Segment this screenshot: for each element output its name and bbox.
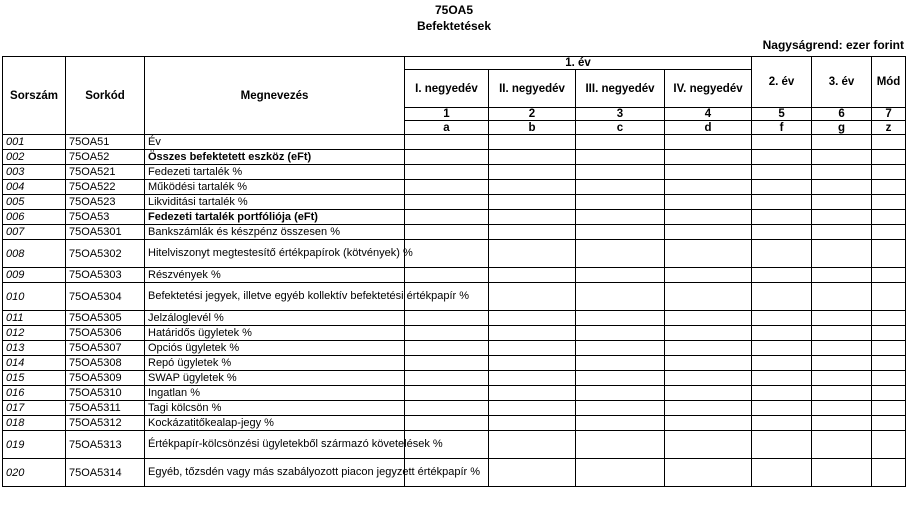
row-code: 75OA5313 xyxy=(66,431,145,459)
value-cell[interactable] xyxy=(812,459,872,487)
value-cell[interactable] xyxy=(489,240,576,268)
value-cell[interactable] xyxy=(489,210,576,225)
value-cell[interactable] xyxy=(489,416,576,431)
value-cell[interactable] xyxy=(812,341,872,356)
investments-table xyxy=(2,56,906,487)
value-cell[interactable] xyxy=(872,356,906,371)
table-row xyxy=(3,150,906,165)
value-cell[interactable] xyxy=(405,401,489,416)
value-cell[interactable] xyxy=(576,165,665,180)
value-cell[interactable] xyxy=(665,401,752,416)
col-header-sorszam: Sorszám xyxy=(3,57,66,135)
row-number: 016 xyxy=(3,386,66,401)
row-name: Részvények % xyxy=(145,268,405,283)
value-cell[interactable] xyxy=(576,326,665,341)
value-cell[interactable] xyxy=(812,268,872,283)
value-cell[interactable] xyxy=(405,356,489,371)
value-cell[interactable] xyxy=(576,240,665,268)
value-cell[interactable] xyxy=(872,165,906,180)
row-name: Jelzáloglevél % xyxy=(145,311,405,326)
row-code: 75OA521 xyxy=(66,165,145,180)
row-name: Fedezeti tartalék % xyxy=(145,165,405,180)
value-cell[interactable] xyxy=(489,401,576,416)
value-cell[interactable] xyxy=(872,150,906,165)
value-cell[interactable] xyxy=(576,268,665,283)
value-cell[interactable] xyxy=(405,150,489,165)
value-cell[interactable] xyxy=(872,341,906,356)
value-cell[interactable] xyxy=(576,416,665,431)
value-cell[interactable] xyxy=(576,386,665,401)
value-cell[interactable] xyxy=(812,283,872,311)
row-number: 018 xyxy=(3,416,66,431)
value-cell[interactable] xyxy=(872,240,906,268)
value-cell[interactable] xyxy=(752,135,812,150)
row-code: 75OA52 xyxy=(66,150,145,165)
value-cell[interactable] xyxy=(665,150,752,165)
value-cell[interactable] xyxy=(665,386,752,401)
row-name: SWAP ügyletek % xyxy=(145,371,405,386)
value-cell[interactable] xyxy=(489,268,576,283)
value-cell[interactable] xyxy=(489,165,576,180)
row-name: Fedezeti tartalék portfóliója (eFt) xyxy=(145,210,405,225)
value-cell[interactable] xyxy=(665,283,752,311)
table-row xyxy=(3,341,906,356)
value-cell[interactable] xyxy=(576,150,665,165)
value-cell[interactable] xyxy=(665,459,752,487)
value-cell[interactable] xyxy=(665,210,752,225)
col-letter: g xyxy=(812,121,872,135)
col-header-q1: I. negyedév xyxy=(405,70,489,108)
col-header-sorkod: Sorkód xyxy=(66,57,145,135)
value-cell[interactable] xyxy=(872,195,906,210)
value-cell[interactable] xyxy=(665,240,752,268)
value-cell[interactable] xyxy=(812,225,872,240)
col-number: 2 xyxy=(489,108,576,121)
value-cell[interactable] xyxy=(752,401,812,416)
col-letter: d xyxy=(665,121,752,135)
value-cell[interactable] xyxy=(752,268,812,283)
value-cell[interactable] xyxy=(665,180,752,195)
table-row xyxy=(3,283,906,311)
value-cell[interactable] xyxy=(872,268,906,283)
table-row xyxy=(3,165,906,180)
value-cell[interactable] xyxy=(752,459,812,487)
row-number: 015 xyxy=(3,371,66,386)
value-cell[interactable] xyxy=(812,150,872,165)
value-cell[interactable] xyxy=(576,225,665,240)
value-cell[interactable] xyxy=(665,326,752,341)
row-number: 006 xyxy=(3,210,66,225)
row-number: 009 xyxy=(3,268,66,283)
col-number: 7 xyxy=(872,108,906,121)
value-cell[interactable] xyxy=(405,341,489,356)
row-code: 75OA5303 xyxy=(66,268,145,283)
value-cell[interactable] xyxy=(752,341,812,356)
row-number: 010 xyxy=(3,283,66,311)
value-cell[interactable] xyxy=(665,195,752,210)
col-number: 6 xyxy=(812,108,872,121)
value-cell[interactable] xyxy=(752,311,812,326)
value-cell[interactable] xyxy=(812,210,872,225)
table-row xyxy=(3,371,906,386)
table-row xyxy=(3,195,906,210)
value-cell[interactable] xyxy=(872,311,906,326)
row-name: Tagi kölcsön % xyxy=(145,401,405,416)
col-header-year2: 2. év xyxy=(752,57,812,108)
row-code: 75OA523 xyxy=(66,195,145,210)
value-cell[interactable] xyxy=(665,371,752,386)
row-name: Év xyxy=(145,135,405,150)
value-cell[interactable] xyxy=(665,311,752,326)
row-number: 008 xyxy=(3,240,66,268)
value-cell[interactable] xyxy=(812,386,872,401)
col-header-year1: 1. év xyxy=(405,57,752,70)
row-code: 75OA5306 xyxy=(66,326,145,341)
value-cell[interactable] xyxy=(812,165,872,180)
row-code: 75OA5307 xyxy=(66,341,145,356)
value-cell[interactable] xyxy=(405,135,489,150)
value-cell[interactable] xyxy=(489,459,576,487)
row-code: 75OA51 xyxy=(66,135,145,150)
value-cell[interactable] xyxy=(812,135,872,150)
value-cell[interactable] xyxy=(752,240,812,268)
value-cell[interactable] xyxy=(872,431,906,459)
col-number: 4 xyxy=(665,108,752,121)
row-code: 75OA5309 xyxy=(66,371,145,386)
value-cell[interactable] xyxy=(872,180,906,195)
value-cell[interactable] xyxy=(812,311,872,326)
col-letter: a xyxy=(405,121,489,135)
value-cell[interactable] xyxy=(872,326,906,341)
value-cell[interactable] xyxy=(489,386,576,401)
value-cell[interactable] xyxy=(752,165,812,180)
row-code: 75OA5305 xyxy=(66,311,145,326)
value-cell[interactable] xyxy=(665,268,752,283)
row-name: Ingatlan % xyxy=(145,386,405,401)
row-number: 019 xyxy=(3,431,66,459)
value-cell[interactable] xyxy=(576,180,665,195)
value-cell[interactable] xyxy=(812,326,872,341)
value-cell[interactable] xyxy=(489,341,576,356)
value-cell[interactable] xyxy=(665,431,752,459)
value-cell[interactable] xyxy=(576,431,665,459)
value-cell[interactable] xyxy=(665,165,752,180)
value-cell[interactable] xyxy=(405,268,489,283)
row-number: 003 xyxy=(3,165,66,180)
row-name: Határidős ügyletek % xyxy=(145,326,405,341)
value-cell[interactable] xyxy=(752,180,812,195)
row-code: 75OA5302 xyxy=(66,240,145,268)
value-cell[interactable] xyxy=(752,371,812,386)
value-cell[interactable] xyxy=(405,416,489,431)
table-row xyxy=(3,459,906,487)
value-cell[interactable] xyxy=(576,371,665,386)
value-cell[interactable] xyxy=(405,311,489,326)
value-cell[interactable] xyxy=(872,225,906,240)
value-cell[interactable] xyxy=(665,356,752,371)
value-cell[interactable] xyxy=(405,165,489,180)
value-cell[interactable] xyxy=(405,326,489,341)
value-cell[interactable] xyxy=(489,326,576,341)
value-cell[interactable] xyxy=(752,416,812,431)
value-cell[interactable] xyxy=(872,371,906,386)
table-row xyxy=(3,311,906,326)
col-letter: c xyxy=(576,121,665,135)
value-cell[interactable] xyxy=(752,283,812,311)
value-cell[interactable] xyxy=(576,459,665,487)
value-cell[interactable] xyxy=(812,356,872,371)
value-cell[interactable] xyxy=(489,283,576,311)
value-cell[interactable] xyxy=(752,431,812,459)
value-cell[interactable] xyxy=(812,401,872,416)
value-cell[interactable] xyxy=(489,195,576,210)
value-cell[interactable] xyxy=(405,240,489,268)
value-cell[interactable] xyxy=(405,386,489,401)
col-letter: f xyxy=(752,121,812,135)
col-header-q4: IV. negyedév xyxy=(665,70,752,108)
value-cell[interactable] xyxy=(489,180,576,195)
col-number: 1 xyxy=(405,108,489,121)
table-row xyxy=(3,356,906,371)
row-name: Egyéb, tőzsdén vagy más szabályozott piacon jegyzett értékpapír % xyxy=(145,459,405,487)
row-number: 005 xyxy=(3,195,66,210)
value-cell[interactable] xyxy=(812,240,872,268)
value-cell[interactable] xyxy=(872,416,906,431)
value-cell[interactable] xyxy=(752,150,812,165)
row-code: 75OA5308 xyxy=(66,356,145,371)
value-cell[interactable] xyxy=(576,341,665,356)
row-code: 75OA522 xyxy=(66,180,145,195)
table-row xyxy=(3,401,906,416)
report-title: Befektetések xyxy=(416,19,492,33)
value-cell[interactable] xyxy=(405,195,489,210)
value-cell[interactable] xyxy=(576,283,665,311)
value-cell[interactable] xyxy=(576,135,665,150)
row-name: Hitelviszonyt megtestesítő értékpapírok (kötvények) % xyxy=(145,240,405,268)
table-row xyxy=(3,210,906,225)
value-cell[interactable] xyxy=(665,341,752,356)
row-code: 75OA5311 xyxy=(66,401,145,416)
value-cell[interactable] xyxy=(752,326,812,341)
row-code: 75OA5312 xyxy=(66,416,145,431)
row-code: 75OA5314 xyxy=(66,459,145,487)
value-cell[interactable] xyxy=(752,195,812,210)
col-header-q2: II. negyedév xyxy=(489,70,576,108)
value-cell[interactable] xyxy=(872,135,906,150)
value-cell[interactable] xyxy=(489,311,576,326)
value-cell[interactable] xyxy=(872,283,906,311)
row-name: Kockázatitőkealap-jegy % xyxy=(145,416,405,431)
table-row xyxy=(3,268,906,283)
value-cell[interactable] xyxy=(752,225,812,240)
table-row xyxy=(3,416,906,431)
row-name: Befektetési jegyek, illetve egyéb kollektív befektetési értékpapír % xyxy=(145,283,405,311)
value-cell[interactable] xyxy=(665,135,752,150)
col-letter: b xyxy=(489,121,576,135)
value-cell[interactable] xyxy=(665,416,752,431)
row-name: Bankszámlák és készpénz összesen % xyxy=(145,225,405,240)
row-number: 001 xyxy=(3,135,66,150)
table-row xyxy=(3,180,906,195)
col-header-year3: 3. év xyxy=(812,57,872,108)
value-cell[interactable] xyxy=(872,459,906,487)
value-cell[interactable] xyxy=(405,225,489,240)
value-cell[interactable] xyxy=(576,195,665,210)
value-cell[interactable] xyxy=(665,225,752,240)
row-number: 012 xyxy=(3,326,66,341)
value-cell[interactable] xyxy=(752,210,812,225)
table-row xyxy=(3,240,906,268)
value-cell[interactable] xyxy=(752,386,812,401)
row-name: Értékpapír-kölcsönzési ügyletekből származó követelések % xyxy=(145,431,405,459)
row-number: 002 xyxy=(3,150,66,165)
value-cell[interactable] xyxy=(812,180,872,195)
row-code: 75OA5310 xyxy=(66,386,145,401)
value-cell[interactable] xyxy=(812,416,872,431)
table-row xyxy=(3,135,906,150)
value-cell[interactable] xyxy=(812,371,872,386)
table-row xyxy=(3,431,906,459)
table-row xyxy=(3,225,906,240)
value-cell[interactable] xyxy=(872,401,906,416)
value-cell[interactable] xyxy=(405,210,489,225)
row-name: Működési tartalék % xyxy=(145,180,405,195)
value-cell[interactable] xyxy=(752,356,812,371)
table-row xyxy=(3,326,906,341)
row-number: 011 xyxy=(3,311,66,326)
col-header-q3: III. negyedév xyxy=(576,70,665,108)
row-number: 014 xyxy=(3,356,66,371)
table-body xyxy=(3,135,906,487)
value-cell[interactable] xyxy=(576,356,665,371)
value-cell[interactable] xyxy=(812,431,872,459)
col-header-megnevezes: Megnevezés xyxy=(145,57,405,135)
value-cell[interactable] xyxy=(576,210,665,225)
row-number: 007 xyxy=(3,225,66,240)
value-cell[interactable] xyxy=(405,371,489,386)
row-number: 020 xyxy=(3,459,66,487)
row-name: Repó ügyletek % xyxy=(145,356,405,371)
row-number: 013 xyxy=(3,341,66,356)
row-number: 017 xyxy=(3,401,66,416)
value-cell[interactable] xyxy=(489,225,576,240)
value-cell[interactable] xyxy=(489,356,576,371)
col-number: 5 xyxy=(752,108,812,121)
unit-label: Nagyságrend: ezer forint xyxy=(762,38,904,52)
row-code: 75OA5301 xyxy=(66,225,145,240)
value-cell[interactable] xyxy=(576,311,665,326)
row-code: 75OA53 xyxy=(66,210,145,225)
value-cell[interactable] xyxy=(872,386,906,401)
report-code: 75OA5 xyxy=(434,3,474,17)
value-cell[interactable] xyxy=(489,150,576,165)
row-name: Likviditási tartalék % xyxy=(145,195,405,210)
row-name: Opciós ügyletek % xyxy=(145,341,405,356)
value-cell[interactable] xyxy=(489,431,576,459)
value-cell[interactable] xyxy=(489,371,576,386)
row-name: Összes befektetett eszköz (eFt) xyxy=(145,150,405,165)
value-cell[interactable] xyxy=(489,135,576,150)
table-row xyxy=(3,386,906,401)
col-number: 3 xyxy=(576,108,665,121)
value-cell[interactable] xyxy=(576,401,665,416)
value-cell[interactable] xyxy=(872,210,906,225)
value-cell[interactable] xyxy=(812,195,872,210)
row-code: 75OA5304 xyxy=(66,283,145,311)
col-header-mod: Mód xyxy=(872,57,906,108)
col-letter: z xyxy=(872,121,906,135)
row-number: 004 xyxy=(3,180,66,195)
value-cell[interactable] xyxy=(405,180,489,195)
